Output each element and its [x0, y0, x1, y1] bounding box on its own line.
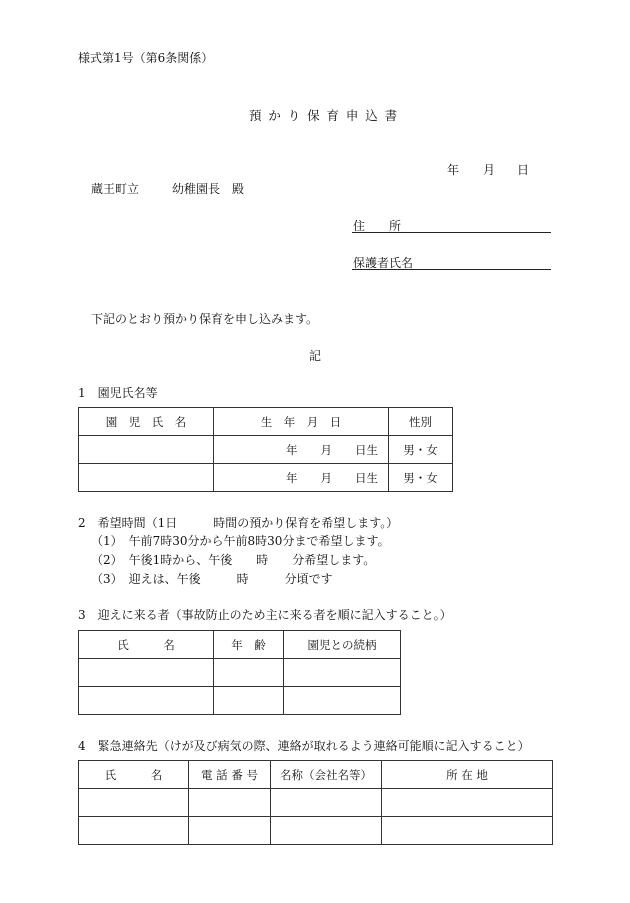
date-day: 日	[517, 163, 530, 177]
relationship-cell[interactable]	[284, 659, 401, 687]
table-row	[79, 817, 553, 845]
name-cell[interactable]	[79, 659, 214, 687]
child-info-table	[78, 407, 453, 492]
table-row	[79, 464, 453, 492]
pickup-person-table	[78, 630, 401, 715]
sex-cell[interactable]: 男・女	[389, 436, 453, 464]
addressee-suffix: 幼稚園長 殿	[172, 182, 245, 196]
document-title: 預かり保育申込書	[249, 108, 405, 123]
header-name: 氏 名	[79, 761, 189, 789]
header-relationship: 園児との続柄	[284, 631, 401, 659]
ki-mark: 記	[309, 349, 322, 363]
table-row	[79, 436, 453, 464]
address-label: 住 所	[353, 219, 402, 233]
section2-heading: 2 希望時間（1日 時間の預かり保育を希望します。）	[78, 516, 399, 530]
birthdate-cell[interactable]: 年 月 日生	[214, 464, 389, 492]
table-header-row	[79, 761, 553, 789]
age-cell[interactable]	[214, 687, 284, 715]
address-cell[interactable]	[382, 789, 553, 817]
table-row	[79, 789, 553, 817]
table-row	[79, 687, 401, 715]
addressee-prefix: 蔵王町立	[91, 182, 140, 196]
header-company: 名称（会社名等）	[271, 761, 382, 789]
company-cell[interactable]	[271, 789, 382, 817]
age-cell[interactable]	[214, 659, 284, 687]
child-name-cell[interactable]	[79, 436, 214, 464]
relationship-cell[interactable]	[284, 687, 401, 715]
section4-heading: 4 緊急連絡先（けが及び病気の際、連絡が取れるよう連絡可能順に記入すること）	[78, 739, 530, 753]
date-month: 月	[483, 163, 496, 177]
header-sex: 性別	[389, 408, 453, 436]
sex-cell[interactable]: 男・女	[389, 464, 453, 492]
form-number: 様式第1号（第6条関係）	[78, 51, 214, 65]
header-age: 年 齢	[214, 631, 284, 659]
section2-item: （3） 迎えは、午後 時 分頃です	[91, 572, 333, 586]
name-cell[interactable]	[79, 687, 214, 715]
date-year: 年	[447, 163, 460, 177]
header-birthdate: 生 年 月 日	[214, 408, 389, 436]
table-header-row	[79, 408, 453, 436]
phone-cell[interactable]	[189, 789, 271, 817]
emergency-contact-table	[78, 760, 553, 845]
address-cell[interactable]	[382, 817, 553, 845]
name-cell[interactable]	[79, 789, 189, 817]
phone-cell[interactable]	[189, 817, 271, 845]
intro-text: 下記のとおり預かり保育を申し込みます。	[91, 312, 319, 326]
guardian-name-label: 保護者氏名	[353, 256, 414, 270]
header-address: 所 在 地	[382, 761, 553, 789]
section2-item: （1） 午前7時30分から午前8時30分まで希望します。	[91, 534, 390, 548]
table-row	[79, 659, 401, 687]
address-field[interactable]	[352, 232, 551, 233]
section2-item: （2） 午後1時から、午後 時 分希望します。	[91, 553, 376, 567]
guardian-name-field[interactable]	[352, 269, 551, 270]
section1-heading: 1 園児氏名等	[78, 386, 158, 400]
header-child-name: 園 児 氏 名	[79, 408, 214, 436]
header-name: 氏 名	[79, 631, 214, 659]
name-cell[interactable]	[79, 817, 189, 845]
section3-heading: 3 迎えに来る者（事故防止のため主に来る者を順に記入すること。）	[78, 608, 452, 622]
header-phone: 電 話 番 号	[189, 761, 271, 789]
birthdate-cell[interactable]: 年 月 日生	[214, 436, 389, 464]
child-name-cell[interactable]	[79, 464, 214, 492]
table-header-row	[79, 631, 401, 659]
company-cell[interactable]	[271, 817, 382, 845]
